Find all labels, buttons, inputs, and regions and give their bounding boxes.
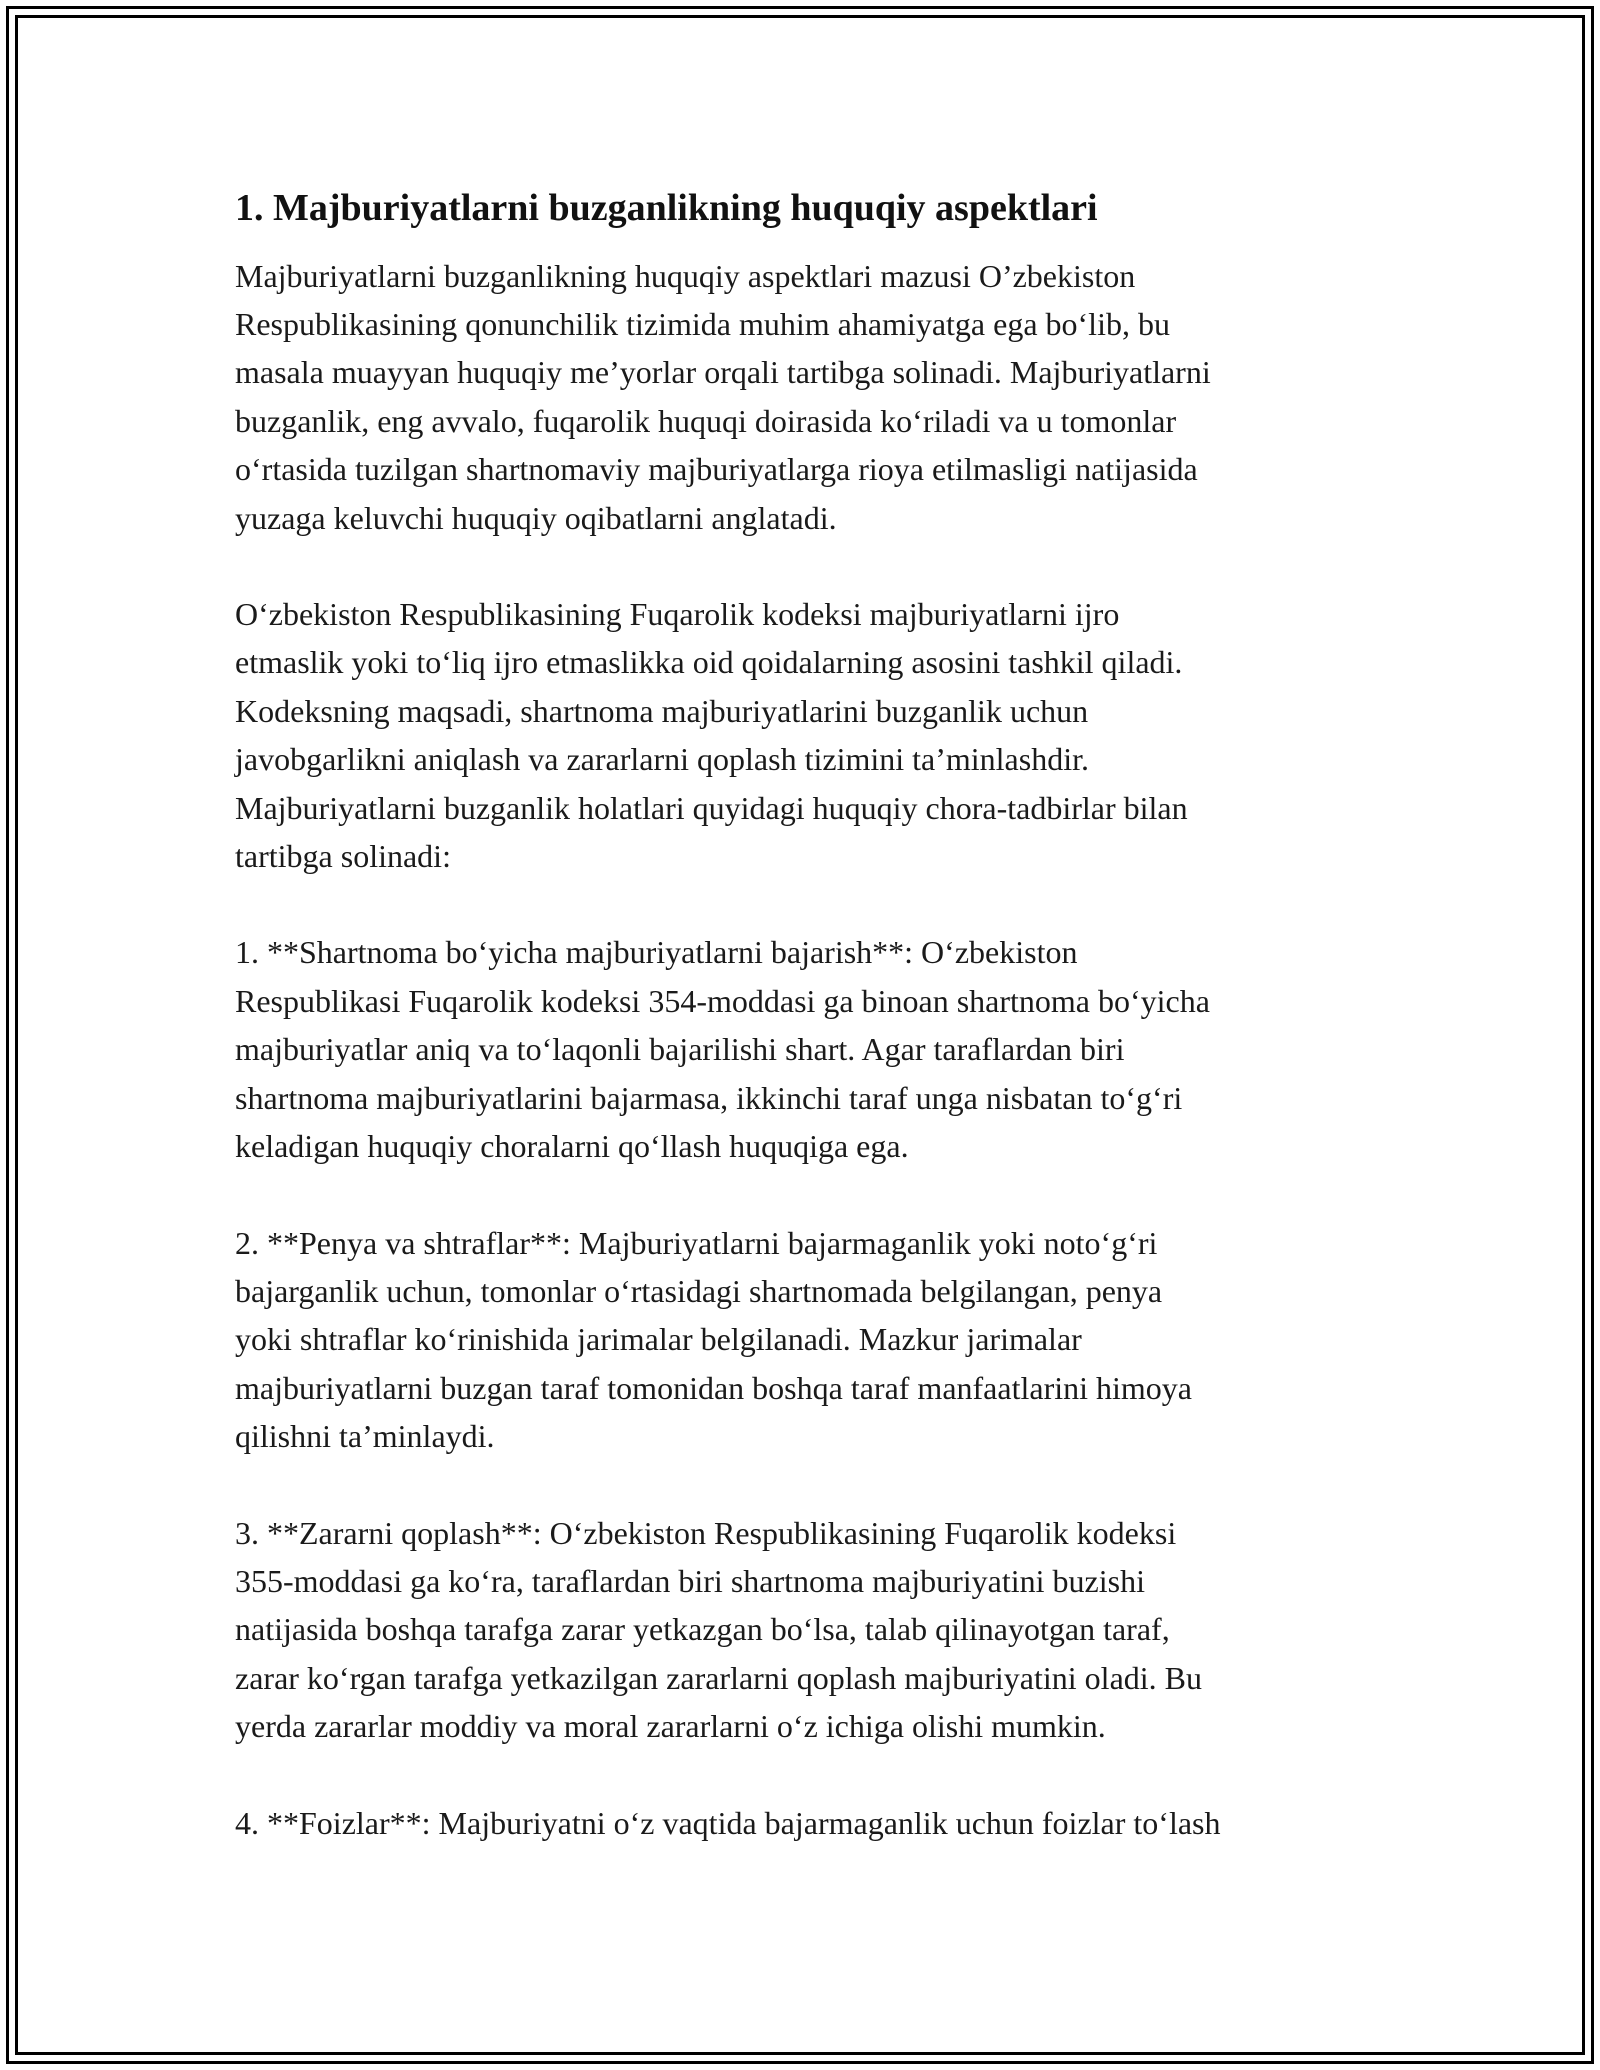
paragraph-civil-code	[235, 590, 1370, 880]
text-line: 2. **Penya va shtraflar**: Majburiyatlarni bajarmaganlik yoki notoʻgʻri	[235, 1224, 1158, 1261]
text-line: buzganlik, eng avvalo, fuqarolik huquqi doirasida koʻriladi va u tomonlar	[235, 402, 1177, 439]
text-line: 3. **Zararni qoplash**: Oʻzbekiston Respublikasining Fuqarolik kodeksi	[235, 1514, 1177, 1551]
text-line: bajarganlik uchun, tomonlar oʻrtasidagi shartnomada belgilangan, penya	[235, 1272, 1163, 1309]
text-line: Respublikasi Fuqarolik kodeksi 354-moddasi ga binoan shartnoma boʻyicha	[235, 982, 1210, 1019]
text-line: oʻrtasida tuzilgan shartnomaviy majburiyatlarga rioya etilmasligi natijasida	[235, 451, 1198, 488]
text-line: qilishni ta’minlaydi.	[235, 1418, 495, 1455]
text-line: javobgarlikni aniqlash va zararlarni qoplash tizimini ta’minlashdir.	[235, 741, 1089, 778]
paragraph-intro	[235, 252, 1370, 542]
text-line: shartnoma majburiyatlarini bajarmasa, ikkinchi taraf unga nisbatan toʻgʻri	[235, 1079, 1183, 1116]
text-line: masala muayyan huquqiy me’yorlar orqali tartibga solinadi. Majburiyatlarni	[235, 354, 1211, 391]
text-line: Majburiyatlarni buzganlik holatlari quyidagi huquqiy chora-tadbirlar bilan	[235, 789, 1188, 826]
text-line: keladigan huquqiy choralarni qoʻllash huquqiga ega.	[235, 1128, 909, 1165]
list-item-2	[235, 1219, 1370, 1461]
text-line: yoki shtraflar koʻrinishida jarimalar belgilanadi. Mazkur jarimalar	[235, 1321, 1082, 1358]
text-line: majburiyatlarni buzgan taraf tomonidan boshqa taraf manfaatlarini himoya	[235, 1369, 1192, 1406]
text-line: tartibga solinadi:	[235, 838, 451, 875]
text-line: majburiyatlar aniq va toʻlaqonli bajarilishi shart. Agar taraflardan biri	[235, 1031, 1125, 1068]
list-item-3	[235, 1509, 1370, 1751]
text-line: 4. **Foizlar**: Majburiyatni oʻz vaqtida bajarmaganlik uchun foizlar toʻlash	[235, 1804, 1221, 1841]
list-item-4	[235, 1799, 1370, 1847]
list-item-1	[235, 928, 1370, 1170]
text-line: 355-moddasi ga koʻra, taraflardan biri shartnoma majburiyatini buzishi	[235, 1562, 1145, 1599]
text-line: Oʻzbekiston Respublikasining Fuqarolik kodeksi majburiyatlarni ijro	[235, 596, 1120, 633]
text-line: 1. **Shartnoma boʻyicha majburiyatlarni bajarish**: Oʻzbekiston	[235, 934, 1078, 971]
document-body	[235, 186, 1370, 1895]
section-heading: 1. Majburiyatlarni buzganlikning huquqiy aspektlari	[235, 187, 1098, 229]
text-line: yuzaga keluvchi huquqiy oqibatlarni anglatadi.	[235, 499, 837, 536]
text-line: Kodeksning maqsadi, shartnoma majburiyatlarini buzganlik uchun	[235, 692, 1089, 729]
text-line: etmaslik yoki toʻliq ijro etmaslikka oid qoidalarning asosini tashkil qiladi.	[235, 644, 1183, 681]
text-line: Respublikasining qonunchilik tizimida muhim ahamiyatga ega boʻlib, bu	[235, 306, 1170, 342]
text-line: zarar koʻrgan tarafga yetkazilgan zararlarni qoplash majburiyatini oladi. Bu	[235, 1659, 1202, 1696]
text-line: yerda zararlar moddiy va moral zararlarni oʻz ichiga olishi mumkin.	[235, 1708, 1106, 1745]
text-line: natijasida boshqa tarafga zarar yetkazgan boʻlsa, talab qilinayotgan taraf,	[235, 1611, 1170, 1648]
text-line: Majburiyatlarni buzganlikning huquqiy aspektlari mazusi O’zbekiston	[235, 257, 1136, 294]
